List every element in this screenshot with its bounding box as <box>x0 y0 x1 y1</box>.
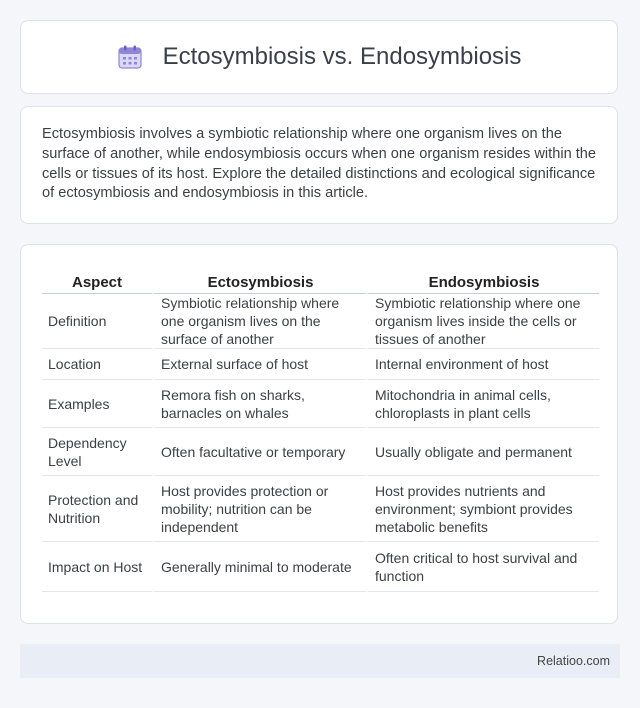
row-ecto: Symbiotic relationship where one organism lives on the surface of another <box>152 294 366 349</box>
table-row <box>42 380 599 428</box>
header-aspect: Aspect <box>42 265 152 294</box>
intro-card <box>20 106 618 224</box>
page-title: Ectosymbiosis vs. Endosymbiosis <box>162 43 522 70</box>
row-endo: Internal environment of host <box>366 349 599 380</box>
row-aspect: Protection and Nutrition <box>42 476 152 542</box>
row-endo: Symbiotic relationship where one organism lives inside the cells or tissues of another <box>366 294 599 349</box>
table-row <box>42 476 599 542</box>
row-endo: Often critical to host survival and function <box>366 542 599 592</box>
intro-text: Ectosymbiosis involves a symbiotic relationship where one organism lives on the surface of another, while endosymbiosis occurs when one organism resides within the cells or tissues of its host. Explore the detailed distinctions and ecological significance of ectosymbiosis and endosymbiosis in this article. <box>42 126 597 202</box>
table-row <box>42 542 599 592</box>
row-aspect: Definition <box>42 294 152 349</box>
table-header-row <box>42 265 599 294</box>
row-aspect: Dependency Level <box>42 428 152 476</box>
row-ecto: Host provides protection or mobility; nutrition can be independent <box>152 476 366 542</box>
row-ecto: Often facultative or temporary <box>152 428 366 476</box>
footer-brand[interactable]: Relatioo.com <box>537 654 610 668</box>
row-ecto: Generally minimal to moderate <box>152 542 366 592</box>
row-ecto: External surface of host <box>152 349 366 380</box>
table-row <box>42 428 599 476</box>
comparison-card <box>20 244 618 624</box>
comparison-table <box>42 265 599 592</box>
header-endosymbiosis: Endosymbiosis <box>366 265 599 294</box>
row-ecto: Remora fish on sharks, barnacles on whales <box>152 380 366 428</box>
row-aspect: Location <box>42 349 152 380</box>
footer <box>20 644 620 678</box>
calendar-icon <box>117 44 143 70</box>
header-ectosymbiosis: Ectosymbiosis <box>152 265 366 294</box>
table-row <box>42 349 599 380</box>
row-aspect: Impact on Host <box>42 542 152 592</box>
title-card <box>20 20 618 94</box>
row-endo: Usually obligate and permanent <box>366 428 599 476</box>
row-endo: Host provides nutrients and environment; symbiont provides metabolic benefits <box>366 476 599 542</box>
row-endo: Mitochondria in animal cells, chloroplasts in plant cells <box>366 380 599 428</box>
table-row <box>42 294 599 349</box>
row-aspect: Examples <box>42 380 152 428</box>
